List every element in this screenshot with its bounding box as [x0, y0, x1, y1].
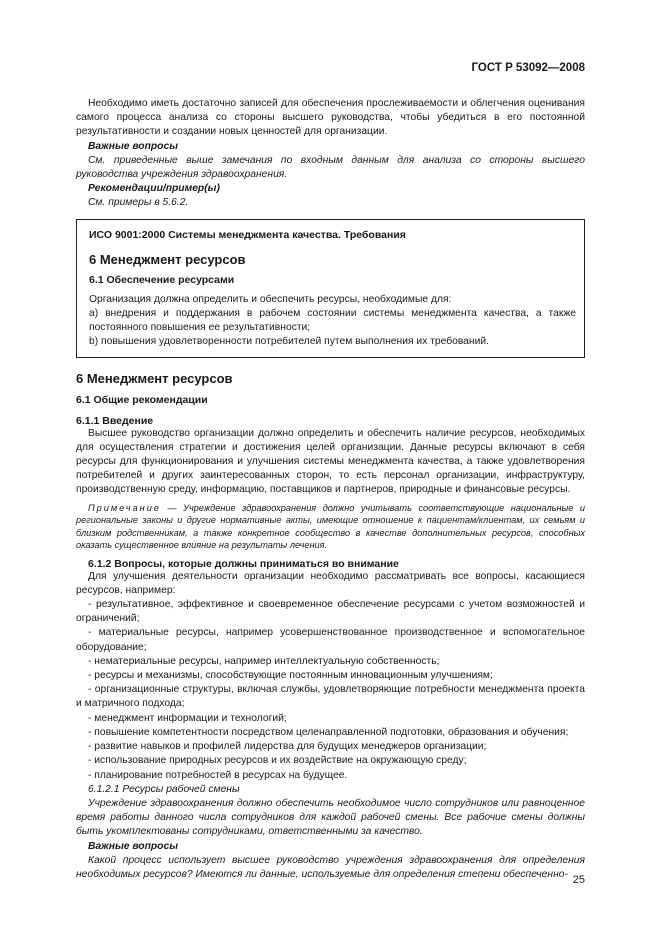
- box-section-6-title: 6 Менеджмент ресурсов: [89, 251, 246, 267]
- box-paragraph: Организация должна определить и обеспечить ресурсы, необходимые для:: [89, 293, 452, 305]
- section-6-1-2-title: 6.1.2 Вопросы, которые должны приниматься во внимание: [88, 557, 399, 570]
- list-item: - развитие навыков и профилей лидерства для будущих менеджеров организации;: [88, 741, 487, 753]
- box-item-a: а) внедрения и поддержания в рабочем состоянии системы менеджмента качества, а также постоянного повышения ее результативности;: [89, 308, 576, 334]
- list-item: - планирование потребностей в ресурсах на будущее.: [88, 769, 348, 781]
- note-text: — Учреждение здравоохранения должно учитывать соответствующие национальные и региональные законы и другие нормативные акты, имеющие отношение к пациентам/клиентам, их семьям и близким родственникам, а также конкретное сообщество в качестве дополнительных ресурсов, способных оказать существенное влияние на результаты лечения.: [76, 502, 585, 551]
- page-content: [76, 0, 585, 882]
- section-6-title: 6 Менеджмент ресурсов: [76, 370, 233, 386]
- section-6-1-2-1-paragraph: Учреждение здравоохранения должно обеспечить необходимое число сотрудников или равноценное время работы данного числа сотрудников для каждой рабочей смены. Все рабочие смены должны быть укомплектованы сотрудниками, ответственными за качество.: [76, 797, 585, 838]
- iso-quote-box: [76, 219, 585, 358]
- section-6-1-1-paragraph: Высшее руководство организации должно определить и обеспечить наличие ресурсов, необходимых для осуществления стратегии и достижения целей организации. Данные ресурсы включают в себя ресурсы для функционирования и улучшения системы менеджмента качества, а также удовлетворения потребителей и других заинтересованных сторон, то есть персонал организации, инфраструктуру, производственную среду, информацию, поставщиков и партнеров, природные и финансовые ресурсы.: [76, 427, 585, 496]
- section-6-1-title: 6.1 Общие рекомендации: [76, 393, 208, 406]
- list-item: - результативное, эффективное и своевременное обеспечение ресурсами с учетом возможностей и ограничений;: [76, 599, 585, 625]
- top-paragraph-3: См. примеры в 5.6.2.: [88, 197, 189, 209]
- list-item: - материальные ресурсы, например усовершенствованное производственное и вспомогательное оборудование;: [76, 627, 585, 653]
- list-item: - нематериальные ресурсы, например интеллектуальную собственность;: [88, 655, 440, 667]
- important-questions-heading-2: Важные вопросы: [88, 840, 178, 852]
- list-item: - использование природных ресурсов и их воздействие на окружающую среду;: [88, 755, 467, 767]
- section-6-1-1-title: 6.1.1 Введение: [76, 414, 154, 427]
- recommendations-heading: Рекомендации/пример(ы): [88, 183, 220, 195]
- important-questions-heading: Важные вопросы: [88, 140, 178, 152]
- list-item: - организационные структуры, включая службы, удовлетворяющие потребности менеджмента проекта и матричного подхода;: [76, 684, 585, 710]
- box-item-b: b) повышения удовлетворенности потребителей путем выполнения их требований.: [89, 336, 489, 348]
- section-6-1-2-1-title: 6.1.2.1 Ресурсы рабочей смены: [88, 783, 240, 795]
- top-paragraph-1: Необходимо иметь достаточно записей для обеспечения прослеживаемости и облегчения оценивания самого процесса анализа со стороны высшего руководства, чтобы убедиться в его постоянной результативности и создании новых ценностей для организации.: [76, 98, 585, 138]
- box-title: ИСО 9001:2000 Системы менеджмента качества. Требования: [89, 228, 406, 241]
- resource-list: [76, 598, 585, 783]
- note-label: Примечание: [88, 502, 161, 513]
- list-item: - ресурсы и механизмы, способствующие постоянным инновационным улучшениям;: [88, 670, 493, 682]
- last-paragraph: Какой процесс использует высшее руководство учреждения здравоохранения для определения необходимых ресурсов? Имеются ли данные, используемые для определения степени обеспеченно-: [76, 854, 585, 880]
- page-number: 25: [572, 874, 585, 886]
- standard-header: ГОСТ Р 53092—2008: [471, 62, 585, 74]
- section-6-1-2-paragraph: Для улучшения деятельности организации необходимо рассматривать все вопросы, касающиеся ресурсов, например:: [76, 570, 585, 596]
- list-item: - менеджмент информации и технологий;: [88, 712, 287, 724]
- list-item: - повышение компетентности посредством целенаправленной подготовки, образования и обучения;: [88, 726, 569, 738]
- note: [76, 502, 585, 552]
- top-paragraph-2: См. приведенные выше замечания по входным данным для анализа со стороны высшего руководства учреждения здравоохранения.: [76, 154, 585, 181]
- box-section-6-1-title: 6.1 Обеспечение ресурсами: [89, 273, 235, 286]
